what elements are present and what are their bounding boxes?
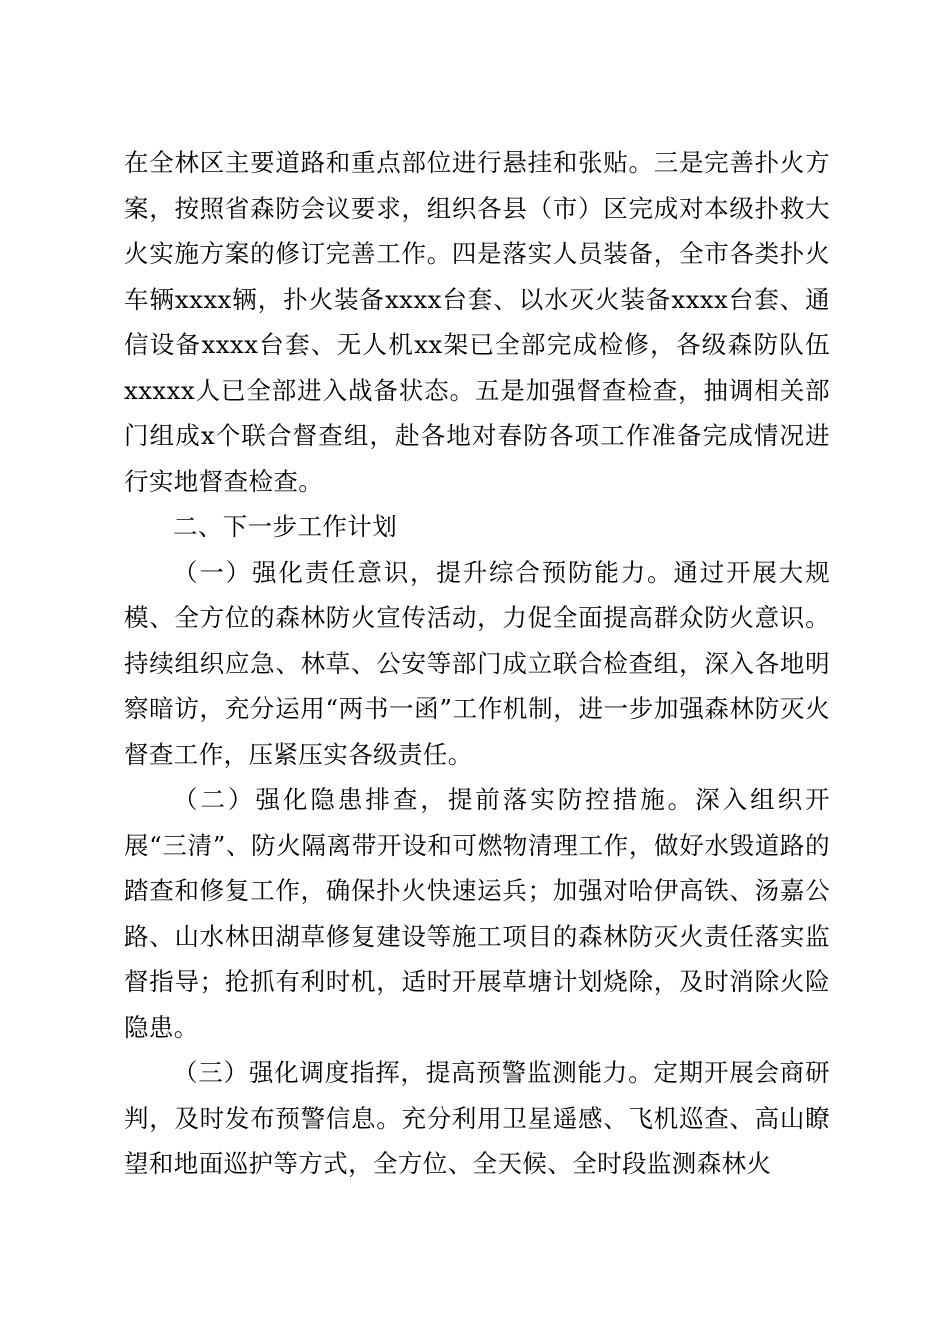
section-3-text: 定期开展会商研判，及时发布预警信息。充分利用卫星遥感、飞机巡查、高山瞭望和地面巡护等方式，全方位、全天候、全时段监测森林火 <box>124 1058 830 1178</box>
section-3-lead: （三）强化调度指挥，提高预警监测能力。 <box>173 1058 654 1087</box>
paragraph-continuation: 在全林区主要道路和重点部位进行悬挂和张贴。三是完善扑火方案，按照省森防会议要求，组织各县（市）区完成对本级扑救大火实施方案的修订完善工作。四是落实人员装备，全市各类扑火车辆xxxx辆，扑火装备xxxx台套、以水灭火装备xxxx台套、通信设备xxxx台套、无人机xx架已全部完成检修，各级森防队伍xxxxx人已全部进入战备状态。五是加强督查检查，抽调相关部门组成x个联合督查组，赴各地对春防各项工作准备完成情况进行实地督查检查。 <box>124 148 830 496</box>
section-2-text: 深入组织开展“三清”、防火隔离带开设和可燃物清理工作，做好水毁道路的踏查和修复工作，确保扑火快速运兵；加强对哈伊高铁、汤嘉公路、山水林田湖草修复建设等施工项目的森林防灭火责任落实监督指导；抢抓有利时机，适时开展草塘计划烧除，及时消除火险隐患。 <box>124 785 831 1042</box>
paragraph-section-3 <box>124 1050 830 1187</box>
section-1-text: 通过开展大规模、全方位的森林防火宣传活动，力促全面提高群众防火意识。持续组织应急、林草、公安等部门成立联合检查组，深入各地明察暗访，充分运用“两书一函”工作机制，进一步加强森林防灭火督查工作，压紧压实各级责任。 <box>124 557 830 769</box>
section-1-lead: （一）强化责任意识，提升综合预防能力。 <box>173 557 674 587</box>
document-body <box>124 140 830 1187</box>
section-heading-next-steps: 二、下一步工作计划 <box>173 512 398 541</box>
section-2-lead: （二）强化隐患排查，提前落实防控措施。 <box>173 785 696 814</box>
paragraph-section-2 <box>124 777 830 1050</box>
paragraph-section-1 <box>124 550 830 778</box>
